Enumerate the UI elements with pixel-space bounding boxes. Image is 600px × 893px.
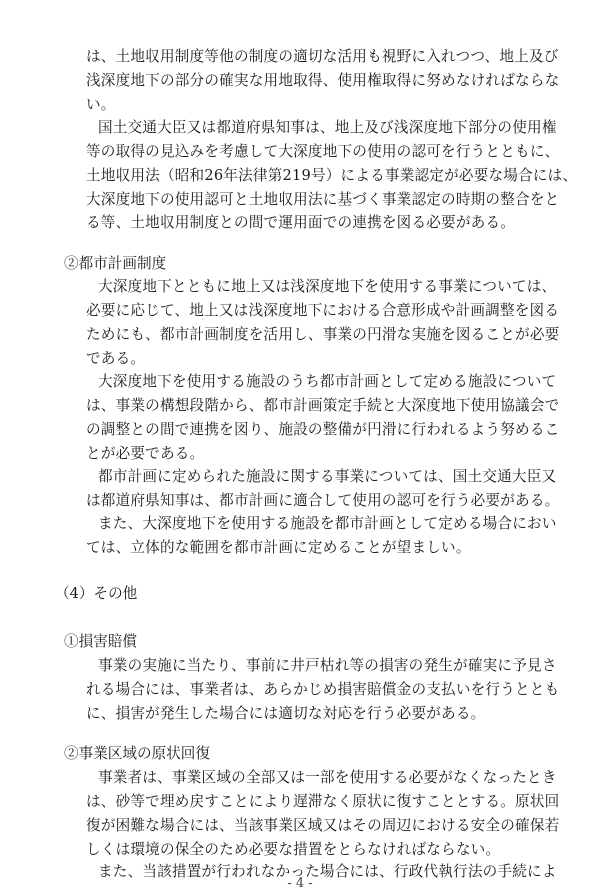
text-line: である。 [86,350,146,367]
text-line: とが必要である。 [86,445,205,462]
text-line: ては、立体的な範囲を都市計画に定めることが望ましい。 [86,539,471,556]
text-line: しくは環境の保全のため必要な措置をとらなければならない。 [86,841,501,858]
text-line: は、土地収用制度等他の制度の適切な活用も視野に入れつつ、地上及び [86,48,559,65]
text-line: 国土交通大臣又は都道府県知事は、地上及び浅深度地下部分の使用権 [98,119,557,136]
text-line: 必要に応じて、地上又は浅深度地下における合意形成や計画調整を図る [86,302,560,319]
text-line: 事業の実施に当たり、事前に井戸枯れ等の損害の発生が確実に予見さ [98,657,557,674]
text-line: 事業者は、事業区域の全部又は一部を使用する必要がなくなったとき [98,769,557,786]
text-line: に、損害が発生した場合には適切な対応を行う必要がある。 [86,705,486,722]
text-line: 浅深度地下の部分の確実な用地取得、使用権取得に努めなければならな [86,72,560,89]
text-line: い。 [86,96,116,113]
text-line: 大深度地下とともに地上又は浅深度地下を使用する事業については、 [98,278,557,295]
text-line: れる場合には、事業者は、あらかじめ損害賠償金の支払いを行うととも [86,681,560,698]
text-line: は、砂等で埋め戻すことにより遅滞なく原状に復すこととする。原状回 [86,793,560,810]
text-line: は、事業の構想段階から、都市計画策定手続と大深度地下使用協議会で [86,397,560,414]
section-heading-sonota: （4）その他 [55,585,138,602]
text-line: ためにも、都市計画制度を活用し、事業の円滑な実施を図ることが必要 [86,326,560,343]
text-line: の調整との間で連携を図り、施設の整備が円滑に行われるよう努めるこ [86,421,560,438]
text-line: 土地収用法（昭和26年法律第219号）による事業認定が必要な場合には、 [86,167,578,184]
section-heading-songai-baisho: ①損害賠償 [64,633,137,650]
section-heading-toshi-keikaku: ②都市計画制度 [64,255,167,272]
section-heading-genjo-kaifuku: ②事業区域の原状回復 [64,745,210,762]
text-line: る等、土地収用制度との間で運用面での連携を図る必要がある。 [86,214,516,231]
text-line: 都市計画に定められた施設に関する事業については、国土交通大臣又 [98,468,557,485]
text-line: 大深度地下の使用認可と土地収用法に基づく事業認定の時期の整合をと [86,191,560,208]
text-line: 等の取得の見込みを考慮して大深度地下の使用の認可を行うとともに、 [86,143,560,160]
text-line: 大深度地下を使用する施設のうち都市計画として定める施設について [98,373,557,390]
page-number: - 4 - [287,876,313,891]
text-line: また、大深度地下を使用する施設を都市計画として定める場合におい [98,515,557,532]
text-line: 復が困難な場合には、当該事業区域又はその周辺における安全の確保若 [86,817,560,834]
text-line: は都道府県知事は、都市計画に適合して使用の認可を行う必要がある。 [86,492,560,509]
text-line: また、当該措置が行われなかった場合には、行政代執行法の手続によ [98,863,557,880]
